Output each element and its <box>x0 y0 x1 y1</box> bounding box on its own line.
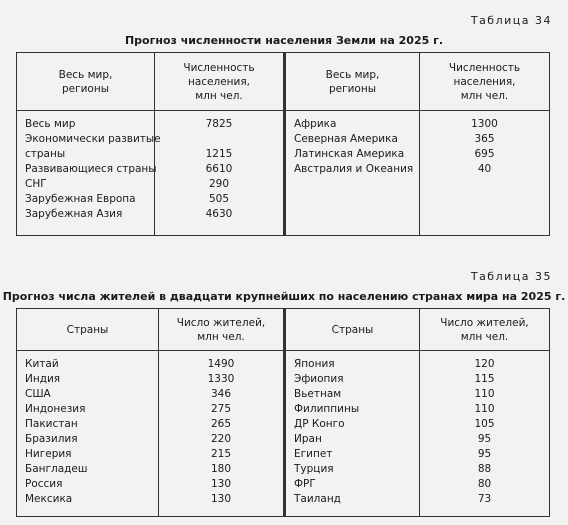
row-value: 290 <box>208 178 230 190</box>
row-value: 88 <box>477 463 492 475</box>
table-35-left-names <box>17 351 159 517</box>
row-label: Северная Америка <box>294 133 398 145</box>
row-label: Филиппины <box>294 403 360 415</box>
row-value: 1300 <box>471 118 498 130</box>
row-label: Австралия и Океания <box>294 163 414 175</box>
row-label: Вьетнам <box>294 388 342 400</box>
row-label: Весь мир <box>25 118 76 130</box>
table-34 <box>16 52 550 236</box>
row-label: Латинская Америка <box>294 148 405 160</box>
row-value: 95 <box>477 433 492 445</box>
row-value: 80 <box>477 478 492 490</box>
header-line: Страны <box>66 323 109 336</box>
row-value: 73 <box>477 493 492 505</box>
table-34-title: Прогноз численности населения Земли на 2025 г. <box>124 34 444 47</box>
table-35-header-residents <box>159 309 285 351</box>
header-line: Весь мир, <box>58 68 113 81</box>
row-label: Япония <box>294 358 335 370</box>
row-value: 220 <box>210 433 232 445</box>
header-line: Численность <box>183 61 255 74</box>
row-value: 346 <box>210 388 232 400</box>
row-value: 1330 <box>207 373 235 385</box>
table-35-number: Таблица 35 <box>470 270 552 283</box>
table-34-header-population-right <box>420 53 550 111</box>
table-35-left-values <box>159 351 285 517</box>
row-label: Иран <box>294 433 322 445</box>
row-label: Эфиопия <box>294 373 344 385</box>
table-35 <box>16 308 550 517</box>
row-label: ДР Конго <box>294 418 345 430</box>
table-34-number: Таблица 34 <box>470 14 552 27</box>
row-label: Пакистан <box>25 418 78 430</box>
row-label: Зарубежная Азия <box>25 208 123 220</box>
header-line: млн чел. <box>195 89 243 102</box>
row-label: Бангладеш <box>25 463 88 475</box>
row-label: Нигерия <box>25 448 72 460</box>
table-34-left-names <box>17 111 161 236</box>
row-value: 110 <box>474 388 495 400</box>
row-value: 6610 <box>205 163 233 175</box>
row-label: США <box>25 388 51 400</box>
table-35-right-names <box>285 351 420 517</box>
row-label: Египет <box>294 448 333 460</box>
row-label: СНГ <box>25 178 47 190</box>
row-value: 40 <box>477 163 492 175</box>
header-line: млн чел. <box>460 330 509 343</box>
header-line: Весь мир, <box>325 68 380 81</box>
header-line: населения, <box>453 75 516 88</box>
header-line: Страны <box>331 323 374 336</box>
row-value: 115 <box>474 373 495 385</box>
row-value: 180 <box>210 463 232 475</box>
row-value: 110 <box>474 403 495 415</box>
row-label: Китай <box>25 358 59 370</box>
row-label: Турция <box>294 463 334 475</box>
table-34-right-values <box>420 111 550 236</box>
row-label: Африка <box>294 118 337 130</box>
row-label: Таиланд <box>294 493 341 505</box>
row-value: 365 <box>474 133 495 145</box>
row-value: 105 <box>474 418 495 430</box>
row-value: 130 <box>210 493 232 505</box>
header-line: млн чел. <box>197 330 245 343</box>
row-value: 120 <box>474 358 495 370</box>
table-34-header-population <box>155 53 285 111</box>
row-value: 1215 <box>205 148 233 160</box>
table-35-header-country <box>17 309 159 351</box>
header-line: Численность <box>448 61 521 74</box>
table-35-header-residents-right <box>420 309 550 351</box>
table-35-header-country-right <box>285 309 420 351</box>
row-label: Зарубежная Европа <box>25 193 136 205</box>
row-label: Мексика <box>25 493 73 505</box>
row-value: 265 <box>210 418 232 430</box>
row-label: страны <box>25 148 66 160</box>
row-value: 275 <box>210 403 232 415</box>
row-label: Индонезия <box>25 403 86 415</box>
row-value: 505 <box>208 193 230 205</box>
row-label: Индия <box>25 373 61 385</box>
row-value: 95 <box>477 448 492 460</box>
table-35-right-values <box>420 351 550 517</box>
table-35-title: Прогноз числа жителей в двадцати крупнейших по населению странах мира на 2025 г. <box>2 290 566 303</box>
row-value: 1490 <box>207 358 235 370</box>
row-label: ФРГ <box>294 478 316 490</box>
row-label: Россия <box>25 478 63 490</box>
table-34-right-names <box>285 111 420 236</box>
row-value <box>155 132 283 147</box>
header-line: регионы <box>328 82 377 95</box>
row-label: Экономически развитые <box>25 133 161 145</box>
row-value: 695 <box>474 148 495 160</box>
row-label: Развивающиеся страны <box>25 163 157 175</box>
row-value: 7825 <box>205 118 233 130</box>
table-34-header-region-right <box>285 53 420 111</box>
row-value: 215 <box>210 448 232 460</box>
header-line: Число жителей, <box>176 316 266 329</box>
row-value: 4630 <box>205 208 233 220</box>
row-label: Бразилия <box>25 433 78 445</box>
header-line: регионы <box>61 82 110 95</box>
header-line: населения, <box>187 75 251 88</box>
table-34-header-region <box>17 53 155 111</box>
row-value: 130 <box>210 478 232 490</box>
header-line: млн чел. <box>460 89 509 102</box>
header-line: Число жителей, <box>440 316 529 329</box>
table-34-left-values <box>155 111 285 236</box>
